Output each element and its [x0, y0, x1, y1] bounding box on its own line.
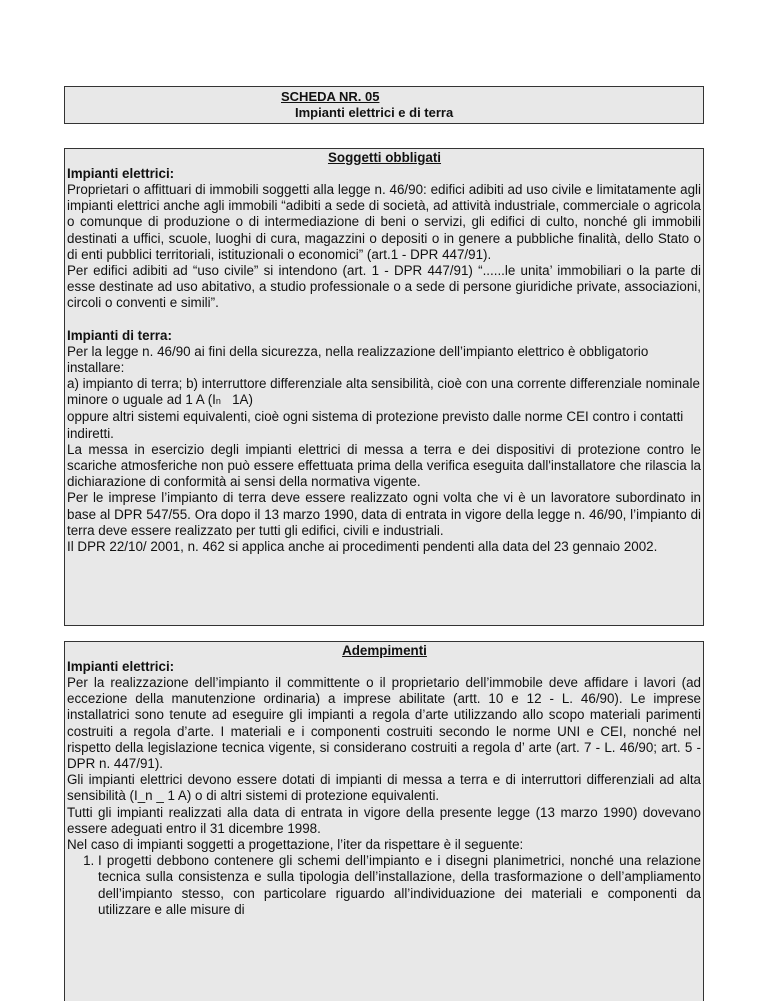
paragraph: oppure altri sistemi equivalenti, cioè ogni sistema di protezione previsto dalle norme CEI contro i contatti indiretti. — [67, 409, 684, 441]
paragraph-text: 1A) — [232, 392, 253, 408]
paragraph: Il DPR 22/10/ 2001, n. 462 si applica anche ai procedimenti pendenti alla data del 23 gennaio 2002. — [67, 539, 658, 555]
scheda-title: Impianti elettrici e di terra — [295, 105, 454, 120]
paragraph: Nel caso di impianti soggetti a progettazione, l’iter da rispettare è il seguente: — [67, 837, 524, 853]
section-soggetti-obbligati — [64, 148, 704, 626]
paragraph: La messa in esercizio degli impianti elettrici di messa a terra e dei dispositivi di protezione contro le scariche atmosferiche non può essere effettuata prima della verifica eseguita dall'installatore che rilascia la dichiarazione di conformità ai sensi della normativa vigente. — [67, 441, 701, 490]
scheda-number: SCHEDA NR. 05 — [281, 89, 380, 104]
subheading: Impianti elettrici: — [67, 166, 175, 181]
paragraph: Per le imprese l’impianto di terra deve essere realizzato ogni volta che vi è un lavoratore subordinato in base al DPR 547/55. Ora dopo il 13 marzo 1990, data di entrata in vigore della legge n. 46/90, l’impianto di terra deve essere realizzato per tutti gli edifici, civili e industriali. — [67, 490, 701, 538]
paragraph: Proprietari o affittuari di immobili soggetti alla legge n. 46/90: edifici adibiti ad uso civile e limitatamente agli impianti elettrici anche agli immobili “adibiti a sede di società, ad attività industriale, commerciale o agricola o comunque di produzione o di intermediazione di beni o servizi, gli edifici di culto, nonché gli immobili destinati a uffici, scuole, luoghi di cura, magazzini o depositi o in genere a pubbliche finalità, dello Stato o di enti pubblici territoriali, istituzionali o economici” (art.1 - DPR 447/91). — [67, 182, 701, 262]
paragraph: Gli impianti elettrici devono essere dotati di impianti di messa a terra e di interruttori differenziali ad alta sensibilità (I_n _ 1 A) o di altri sistemi di protezione equivalenti. — [67, 772, 701, 804]
scheda-header-box — [64, 86, 704, 124]
paragraph-text: a) impianto di terra; b) interruttore differenziale alta sensibilità, cioè con una corrente differenziale nominale minore o uguale ad 1 A (I — [67, 376, 700, 408]
numbered-list — [66, 853, 703, 918]
subheading: Impianti elettrici: — [67, 659, 175, 674]
paragraph — [67, 376, 701, 409]
paragraph: Per edifici adibiti ad “uso civile” si intendono (art. 1 - DPR 447/91) “......le unita’ immobiliari o la parte di esse destinate ad uso abitativo, a studio professionale o a sede di persone giuridiche private, associazioni, circoli o conventi e simili”. — [67, 263, 701, 311]
section-title: Adempimenti — [342, 643, 427, 658]
subheading: Impianti di terra: — [67, 327, 172, 343]
section-title: Soggetti obbligati — [327, 150, 442, 165]
paragraph: Per la realizzazione dell’impianto il committente o il proprietario dell’immobile deve affidare i lavori (ad eccezione della manutenzione ordinaria) a imprese abilitate (artt. 10 e 12 - L. 46/90). Le imprese installatrici sono tenute ad eseguire gli impianti a regola d’arte utilizzando allo scopo materiali parimenti costruiti a regola d’arte. I materiali e i componenti costruiti secondo le norme UNI e CEI, nonché nel rispetto della legislazione tecnica vigente, si considerano costruiti a regola d’ arte (art. 7 - L. 46/90; art. 5 - DPR n. 447/91). — [67, 675, 701, 772]
section-adempimenti — [64, 641, 704, 1001]
list-item: 1. I progetti debbono contenere gli schemi dell’impianto e i disegni planimetrici, nonché una relazione tecnica sulla consistenza e sulla tipologia dell’installazione, della trasformazione o dell’ampliamento dell’impianto stesso, con particolare riguardo all’individuazione dei materiali e componenti da utilizzare e alle misure di — [98, 853, 701, 918]
paragraph: Tutti gli impianti realizzati alla data di entrata in vigore della presente legge (13 marzo 1990) dovevano essere adeguati entro il 31 dicembre 1998. — [67, 804, 701, 836]
paragraph: Per la legge n. 46/90 ai fini della sicurezza, nella realizzazione dell’impianto elettrico è obbligatorio installare: — [67, 343, 649, 375]
subscript: n — [215, 396, 221, 407]
